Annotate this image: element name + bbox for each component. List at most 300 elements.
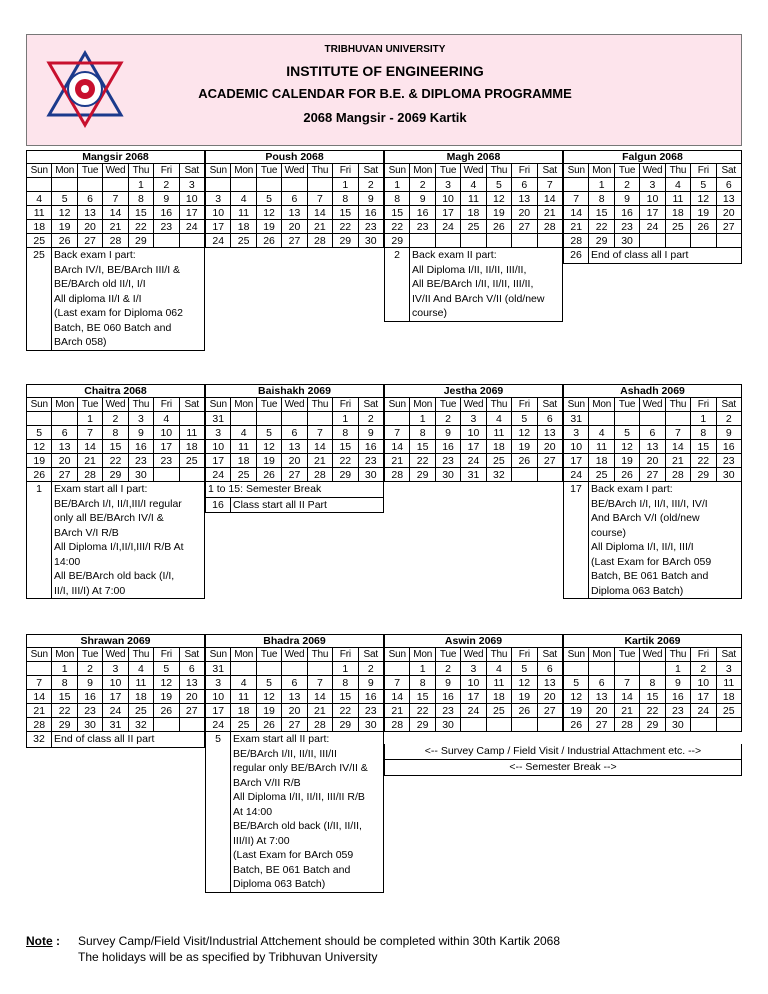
- day-cell: 26: [154, 704, 179, 718]
- calendar-event: [26, 732, 205, 748]
- day-cell: 13: [537, 426, 562, 440]
- note-colon: :: [56, 934, 60, 948]
- day-cell: [640, 662, 665, 676]
- day-cell: 19: [256, 704, 281, 718]
- note-label: Note: [26, 934, 53, 948]
- weekday-header: Wed: [461, 398, 486, 412]
- event-text-line: BE/BArch I/I, II/I, III/I, IV/I: [591, 497, 708, 510]
- day-cell: 7: [77, 426, 102, 440]
- day-cell: 17: [564, 454, 589, 468]
- day-cell: 31: [564, 412, 589, 426]
- weekday-header: Tue: [256, 164, 281, 178]
- month-calendar: [384, 634, 563, 732]
- day-cell: 8: [385, 192, 410, 206]
- day-cell: 8: [410, 676, 435, 690]
- month-grid: [563, 647, 742, 732]
- day-cell: 25: [231, 718, 256, 732]
- day-cell: 1: [333, 412, 358, 426]
- event-text-line: All BE/BArch old back (I/I,: [54, 570, 175, 582]
- day-cell: 26: [52, 234, 77, 248]
- day-cell: 15: [410, 690, 435, 704]
- day-cell: 20: [179, 690, 204, 704]
- day-cell: 26: [256, 468, 281, 482]
- day-cell: [27, 178, 52, 192]
- day-cell: 8: [128, 192, 153, 206]
- day-cell: 2: [435, 662, 460, 676]
- weekday-header: Tue: [614, 398, 639, 412]
- event-text-line: Batch, BE 060 Batch and: [54, 321, 172, 334]
- day-cell: 12: [256, 690, 281, 704]
- day-cell: 12: [52, 206, 77, 220]
- day-cell: 9: [614, 192, 639, 206]
- day-cell: 10: [461, 426, 486, 440]
- day-cell: 14: [307, 206, 332, 220]
- weekday-header: Sun: [385, 398, 410, 412]
- month-grid: [384, 397, 563, 482]
- day-cell: [179, 718, 204, 732]
- day-cell: 27: [179, 704, 204, 718]
- calendar-event: [563, 248, 742, 264]
- day-cell: 9: [358, 676, 383, 690]
- day-cell: 8: [640, 676, 665, 690]
- weekday-header: Sat: [537, 648, 562, 662]
- weekday-header: Sat: [179, 398, 204, 412]
- day-cell: 16: [665, 690, 690, 704]
- day-cell: 24: [640, 220, 665, 234]
- note-line: Survey Camp/Field Visit/Industrial Attchement should be completed within 30th Kartik 2068: [78, 934, 561, 948]
- day-cell: 25: [486, 454, 511, 468]
- day-cell: 23: [435, 704, 460, 718]
- day-cell: 23: [665, 704, 690, 718]
- day-cell: 1: [410, 662, 435, 676]
- weekday-header: Tue: [614, 164, 639, 178]
- day-cell: 15: [333, 440, 358, 454]
- day-cell: 10: [179, 192, 204, 206]
- weekday-header: Sat: [716, 398, 741, 412]
- weekday-header: Tue: [77, 398, 102, 412]
- month-title: Falgun 2068: [563, 150, 742, 163]
- day-cell: 9: [435, 676, 460, 690]
- calendar-event: [26, 482, 205, 599]
- day-cell: 7: [665, 426, 690, 440]
- weekday-header: Thu: [307, 398, 332, 412]
- event-date: 2: [384, 248, 409, 322]
- day-cell: 26: [27, 468, 52, 482]
- day-cell: [691, 234, 716, 248]
- day-cell: 11: [231, 440, 256, 454]
- day-cell: 2: [77, 662, 102, 676]
- day-cell: 18: [231, 454, 256, 468]
- day-cell: 27: [716, 220, 741, 234]
- day-cell: 12: [256, 440, 281, 454]
- event-text-line: Back exam I part:: [54, 249, 136, 261]
- weekday-header: Sun: [27, 398, 52, 412]
- calendar-title: ACADEMIC CALENDAR FOR B.E. & DIPLOMA PROGRAMME: [198, 86, 572, 101]
- event-text-line: All Diploma I/I,II/I,III/I R/B At: [54, 541, 184, 553]
- day-cell: 24: [461, 454, 486, 468]
- weekday-header: Sun: [206, 648, 231, 662]
- day-cell: [231, 662, 256, 676]
- day-cell: 16: [410, 206, 435, 220]
- weekday-header: Thu: [486, 648, 511, 662]
- event-text-line: BArch V/II R/B: [233, 776, 301, 789]
- day-cell: 11: [27, 206, 52, 220]
- weekday-header: Mon: [231, 398, 256, 412]
- day-cell: [385, 662, 410, 676]
- day-cell: 13: [282, 690, 307, 704]
- weekday-header: Mon: [231, 164, 256, 178]
- day-cell: 30: [716, 468, 741, 482]
- day-cell: 2: [154, 178, 179, 192]
- month-title: Jestha 2069: [384, 384, 563, 397]
- day-cell: 5: [154, 662, 179, 676]
- day-cell: [665, 234, 690, 248]
- weekday-header: Fri: [691, 398, 716, 412]
- day-cell: 20: [640, 454, 665, 468]
- day-cell: 5: [512, 662, 537, 676]
- day-cell: 29: [103, 468, 128, 482]
- weekday-header: Sun: [564, 398, 589, 412]
- weekday-header: Fri: [512, 164, 537, 178]
- day-cell: [52, 412, 77, 426]
- weekday-header: Thu: [307, 164, 332, 178]
- month-grid: [563, 397, 742, 482]
- day-cell: 24: [435, 220, 460, 234]
- weekday-header: Fri: [512, 648, 537, 662]
- day-cell: 13: [512, 192, 537, 206]
- event-text: [51, 482, 205, 599]
- day-cell: 12: [614, 440, 639, 454]
- day-cell: 5: [564, 676, 589, 690]
- day-cell: 27: [282, 718, 307, 732]
- event-date: 16: [205, 498, 230, 514]
- weekday-header: Thu: [486, 398, 511, 412]
- day-cell: 4: [128, 662, 153, 676]
- day-cell: 30: [358, 468, 383, 482]
- day-cell: 6: [179, 662, 204, 676]
- weekday-header: Sat: [537, 398, 562, 412]
- day-cell: 2: [103, 412, 128, 426]
- day-cell: 22: [333, 220, 358, 234]
- day-cell: 20: [716, 206, 741, 220]
- event-text-line: only all BE/BArch IV/I &: [54, 512, 164, 524]
- day-cell: 12: [154, 676, 179, 690]
- day-cell: 18: [231, 220, 256, 234]
- event-text-line: All BE/BArch I/II, II/II, III/II,: [412, 278, 534, 290]
- day-cell: 32: [486, 468, 511, 482]
- calendar-event: [384, 248, 563, 322]
- day-cell: 27: [512, 220, 537, 234]
- event-text-line: course): [591, 526, 627, 539]
- event-text: [588, 482, 742, 599]
- event-text: [205, 482, 384, 498]
- day-cell: 31: [103, 718, 128, 732]
- day-cell: 21: [537, 206, 562, 220]
- day-cell: 7: [385, 426, 410, 440]
- day-cell: 23: [154, 220, 179, 234]
- day-cell: 2: [358, 178, 383, 192]
- day-cell: 1: [52, 662, 77, 676]
- day-cell: 24: [103, 704, 128, 718]
- day-cell: 1: [410, 412, 435, 426]
- day-cell: [512, 468, 537, 482]
- month-calendar: [205, 150, 384, 248]
- month-grid: [205, 397, 384, 482]
- day-cell: 29: [385, 234, 410, 248]
- day-cell: 15: [589, 206, 614, 220]
- day-cell: 7: [564, 192, 589, 206]
- weekday-header: Wed: [461, 164, 486, 178]
- calendar-event: [205, 732, 384, 893]
- weekday-header: Tue: [435, 398, 460, 412]
- day-cell: 27: [640, 468, 665, 482]
- day-cell: [461, 234, 486, 248]
- day-cell: [486, 234, 511, 248]
- day-cell: 15: [52, 690, 77, 704]
- day-cell: 12: [564, 690, 589, 704]
- day-cell: 2: [410, 178, 435, 192]
- day-cell: 16: [154, 206, 179, 220]
- day-cell: 8: [103, 426, 128, 440]
- event-text-line: BArch IV/I, BE/BArch III/I &: [54, 263, 181, 276]
- day-cell: 21: [307, 704, 332, 718]
- day-cell: 30: [665, 718, 690, 732]
- weekday-header: Wed: [640, 398, 665, 412]
- weekday-header: Sat: [179, 648, 204, 662]
- weekday-header: Sun: [564, 164, 589, 178]
- day-cell: 11: [128, 676, 153, 690]
- day-cell: [179, 412, 204, 426]
- day-cell: 4: [486, 412, 511, 426]
- day-cell: 6: [716, 178, 741, 192]
- event-text-line: (Last Exam for BArch 059: [233, 849, 354, 861]
- institute-name: INSTITUTE OF ENGINEERING: [286, 63, 484, 79]
- day-cell: 24: [564, 468, 589, 482]
- day-cell: 7: [27, 676, 52, 690]
- day-cell: 13: [282, 206, 307, 220]
- weekday-header: Fri: [154, 164, 179, 178]
- day-cell: 16: [435, 690, 460, 704]
- day-cell: [385, 412, 410, 426]
- weekday-header: Wed: [282, 398, 307, 412]
- event-text-line: Batch, BE 061 Batch and: [233, 863, 351, 876]
- day-cell: [589, 662, 614, 676]
- day-cell: 10: [564, 440, 589, 454]
- day-cell: 29: [333, 468, 358, 482]
- weekday-header: Sat: [358, 164, 383, 178]
- day-cell: 9: [154, 192, 179, 206]
- event-text-line: Class start all II Part: [233, 498, 327, 511]
- day-cell: 13: [179, 676, 204, 690]
- day-cell: 3: [640, 178, 665, 192]
- event-date: 1: [26, 482, 51, 599]
- event-date: 25: [26, 248, 51, 351]
- day-cell: 6: [282, 426, 307, 440]
- day-cell: 25: [27, 234, 52, 248]
- day-cell: 22: [410, 704, 435, 718]
- day-cell: 14: [614, 690, 639, 704]
- day-cell: [256, 178, 281, 192]
- day-cell: 2: [614, 178, 639, 192]
- day-cell: 15: [333, 206, 358, 220]
- weekday-header: Sat: [358, 648, 383, 662]
- day-cell: 28: [307, 718, 332, 732]
- event-text-line: regular only BE/BArch IV/II &: [233, 762, 368, 774]
- weekday-header: Mon: [52, 648, 77, 662]
- calendar-header: [26, 34, 742, 146]
- weekday-header: Wed: [103, 648, 128, 662]
- day-cell: [435, 234, 460, 248]
- weekday-header: Tue: [77, 164, 102, 178]
- day-cell: 5: [691, 178, 716, 192]
- day-cell: 18: [665, 206, 690, 220]
- day-cell: 17: [691, 690, 716, 704]
- day-cell: [614, 662, 639, 676]
- day-cell: 3: [206, 192, 231, 206]
- weekday-header: Mon: [589, 164, 614, 178]
- day-cell: [179, 468, 204, 482]
- day-cell: 3: [206, 426, 231, 440]
- day-cell: 15: [691, 440, 716, 454]
- day-cell: 15: [128, 206, 153, 220]
- day-cell: 11: [486, 426, 511, 440]
- day-cell: 19: [614, 454, 639, 468]
- day-cell: 14: [665, 440, 690, 454]
- day-cell: 10: [435, 192, 460, 206]
- day-cell: 22: [103, 454, 128, 468]
- weekday-header: Mon: [52, 164, 77, 178]
- day-cell: 16: [358, 690, 383, 704]
- day-cell: [614, 412, 639, 426]
- event-text-line: Diploma 063 Batch): [233, 878, 326, 890]
- day-cell: 30: [77, 718, 102, 732]
- weekday-header: Thu: [665, 398, 690, 412]
- day-cell: 15: [103, 440, 128, 454]
- day-cell: 30: [435, 468, 460, 482]
- day-cell: [307, 178, 332, 192]
- day-cell: 26: [512, 704, 537, 718]
- day-cell: 16: [128, 440, 153, 454]
- day-cell: 7: [307, 426, 332, 440]
- day-cell: 5: [27, 426, 52, 440]
- day-cell: 8: [691, 426, 716, 440]
- month-calendar: [205, 634, 384, 893]
- day-cell: [307, 412, 332, 426]
- day-cell: 4: [665, 178, 690, 192]
- event-date: 32: [26, 732, 51, 748]
- weekday-header: Fri: [691, 164, 716, 178]
- day-cell: 1: [385, 178, 410, 192]
- day-cell: 19: [52, 220, 77, 234]
- day-cell: 2: [716, 412, 741, 426]
- event-text-line: And BArch V/I (old/new: [591, 512, 700, 524]
- day-cell: 29: [589, 234, 614, 248]
- day-cell: 11: [231, 690, 256, 704]
- calendar-event: [205, 482, 384, 498]
- day-cell: [282, 178, 307, 192]
- day-cell: 22: [589, 220, 614, 234]
- day-cell: 3: [103, 662, 128, 676]
- day-cell: 15: [333, 690, 358, 704]
- event-text-line: End of class all I part: [591, 249, 689, 261]
- day-cell: 15: [640, 690, 665, 704]
- weekday-header: Tue: [256, 398, 281, 412]
- day-cell: 28: [385, 718, 410, 732]
- day-cell: 22: [640, 704, 665, 718]
- day-cell: 25: [486, 704, 511, 718]
- day-cell: 11: [486, 676, 511, 690]
- event-text: [230, 732, 384, 893]
- day-cell: 20: [512, 206, 537, 220]
- day-cell: [665, 412, 690, 426]
- month-title: Poush 2068: [205, 150, 384, 163]
- weekday-header: Mon: [410, 648, 435, 662]
- day-cell: 23: [358, 220, 383, 234]
- day-cell: [512, 234, 537, 248]
- day-cell: [52, 178, 77, 192]
- day-cell: 8: [589, 192, 614, 206]
- month-title: Baishakh 2069: [205, 384, 384, 397]
- day-cell: 21: [665, 454, 690, 468]
- day-cell: 8: [333, 192, 358, 206]
- day-cell: 9: [358, 426, 383, 440]
- event-text-line: BE/BArch I/II, II/II, III/II: [233, 747, 337, 760]
- month-calendar: [563, 634, 742, 732]
- weekday-header: Tue: [614, 648, 639, 662]
- day-cell: 2: [435, 412, 460, 426]
- day-cell: 5: [486, 178, 511, 192]
- day-cell: 1: [333, 662, 358, 676]
- day-cell: 1: [333, 178, 358, 192]
- day-cell: 24: [461, 704, 486, 718]
- day-cell: 22: [333, 454, 358, 468]
- day-cell: 12: [512, 676, 537, 690]
- event-text-line: BE/BArch old II/I, I/I: [54, 278, 146, 290]
- day-cell: 21: [385, 704, 410, 718]
- day-cell: 2: [691, 662, 716, 676]
- day-cell: 32: [128, 718, 153, 732]
- day-cell: 31: [461, 468, 486, 482]
- day-cell: 28: [77, 468, 102, 482]
- day-cell: 3: [564, 426, 589, 440]
- day-cell: 20: [537, 440, 562, 454]
- event-text-line: All diploma II/I & I/I: [54, 292, 142, 305]
- event-text-line: (Last exam for Diploma 062: [54, 307, 183, 319]
- day-cell: 7: [103, 192, 128, 206]
- event-text-line: BE/BArch old back (I/II, II/II,: [233, 820, 362, 832]
- day-cell: [716, 234, 741, 248]
- day-cell: 25: [589, 468, 614, 482]
- day-cell: 25: [231, 468, 256, 482]
- day-cell: 23: [358, 704, 383, 718]
- day-cell: 23: [154, 454, 179, 468]
- day-cell: 16: [614, 206, 639, 220]
- day-cell: 27: [537, 454, 562, 468]
- day-cell: 11: [179, 426, 204, 440]
- day-cell: 16: [358, 206, 383, 220]
- weekday-header: Fri: [691, 648, 716, 662]
- weekday-header: Wed: [282, 648, 307, 662]
- day-cell: 11: [716, 676, 741, 690]
- month-calendar: [205, 384, 384, 513]
- day-cell: [564, 178, 589, 192]
- event-text-line: IV/II And BArch V/II (old/new: [412, 292, 545, 305]
- day-cell: 14: [307, 690, 332, 704]
- day-cell: 29: [691, 468, 716, 482]
- day-cell: 22: [333, 704, 358, 718]
- day-cell: 11: [665, 192, 690, 206]
- weekday-header: Sun: [385, 648, 410, 662]
